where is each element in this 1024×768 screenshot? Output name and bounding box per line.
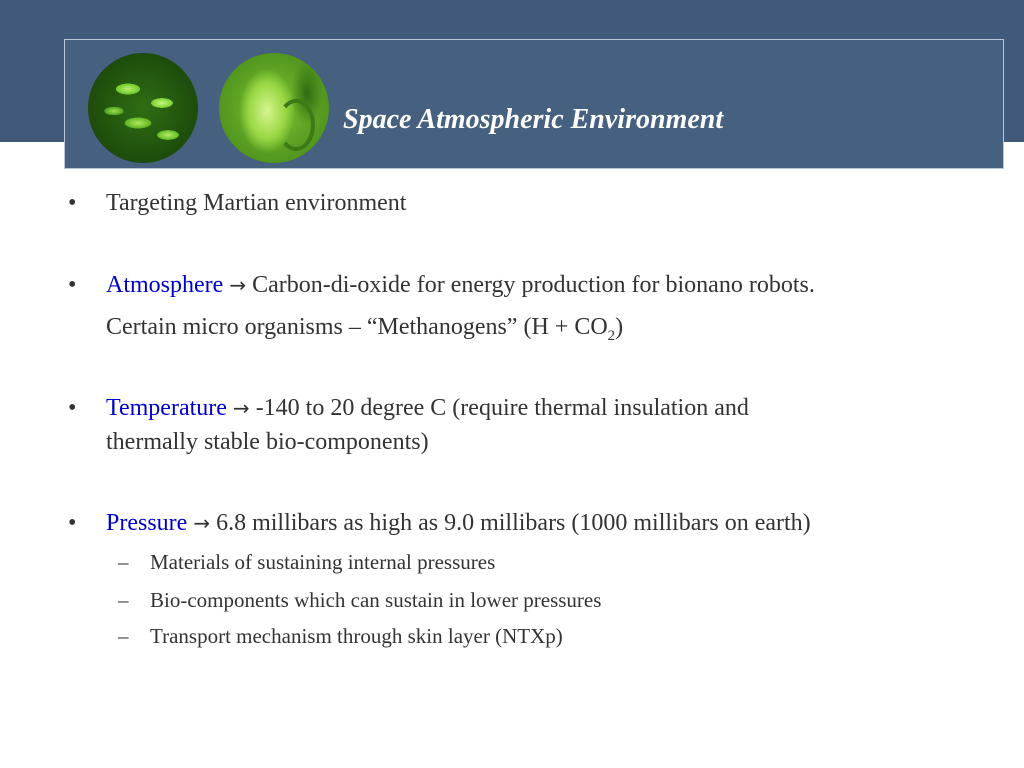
- bullet-atmosphere-line2: [106, 312, 623, 351]
- keyword-atmosphere: Atmosphere: [106, 272, 224, 298]
- bullet-text: Carbon-di-oxide for energy production for bionano robots.: [246, 272, 815, 298]
- bullet-temperature: [106, 393, 749, 423]
- dash-marker: –: [118, 550, 129, 574]
- methanogens-text: Certain micro organisms – “Methanogens” (H + CO: [106, 314, 608, 340]
- subscript-2: 2: [607, 327, 616, 344]
- arrow-right-icon: →: [193, 511, 211, 535]
- bullet-text: Targeting Martian environment: [106, 190, 407, 216]
- dash-marker: –: [118, 624, 129, 648]
- bullet-pressure: [106, 508, 811, 538]
- subitem-biocomponents: Bio-components which can sustain in lower pressures: [150, 588, 602, 612]
- bullet-atmosphere: [106, 270, 815, 300]
- keyword-pressure: Pressure: [106, 510, 188, 536]
- subitem-materials: Materials of sustaining internal pressures: [150, 550, 496, 574]
- dash-marker: –: [118, 588, 129, 612]
- subitem-transport: Transport mechanism through skin layer (NTXp): [150, 624, 563, 648]
- bullet-marker: •: [68, 395, 77, 421]
- close-paren: ): [615, 314, 624, 340]
- arrow-right-icon: →: [229, 273, 247, 297]
- bullet-temperature-line2: thermally stable bio-components): [106, 429, 429, 455]
- bullet-text: -140 to 20 degree C (require thermal insulation and: [249, 395, 749, 421]
- slide-title: Space Atmospheric Environment: [343, 104, 724, 135]
- bullet-marker: •: [68, 510, 77, 536]
- bullet-marker: •: [68, 190, 77, 216]
- bullet-targeting: [106, 188, 406, 218]
- bullet-marker: •: [68, 272, 77, 298]
- arrow-right-icon: →: [232, 396, 250, 420]
- keyword-temperature: Temperature: [106, 395, 227, 421]
- bullet-text: 6.8 millibars as high as 9.0 millibars (1000 millibars on earth): [210, 510, 811, 536]
